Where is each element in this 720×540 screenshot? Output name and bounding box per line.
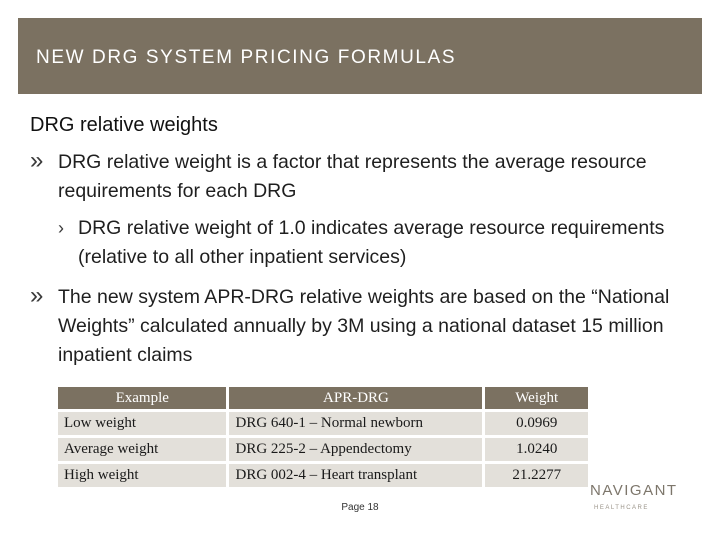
column-header-weight: Weight — [485, 387, 588, 409]
bullet-text: DRG relative weight is a factor that represents the average resource requirements for each DRG — [58, 151, 647, 202]
section-heading: DRG relative weights — [30, 114, 218, 136]
column-header-example: Example — [58, 387, 229, 409]
cell-weight: 0.0969 — [485, 412, 588, 435]
title-banner — [18, 18, 702, 94]
cell-apr-drg: DRG 002-4 – Heart transplant — [229, 464, 485, 487]
column-header-apr-drg: APR-DRG — [229, 387, 485, 409]
drg-weights-table — [58, 384, 588, 490]
cell-example: Low weight — [58, 412, 229, 435]
bullet-text: The new system APR-DRG relative weights are based on the “National Weights” calculated annually by 3M using a national dataset 15 million inpatient claims — [58, 286, 670, 366]
cell-weight: 1.0240 — [485, 438, 588, 461]
cell-example: High weight — [58, 464, 229, 487]
sub-bullet-text: DRG relative weight of 1.0 indicates average resource requirements (relative to all other inpatient services) — [78, 217, 665, 268]
cell-weight: 21.2277 — [485, 464, 588, 487]
table-row — [58, 438, 588, 461]
bullet-marker: » — [30, 282, 44, 309]
table-header-row — [58, 387, 588, 409]
slide-title: NEW DRG SYSTEM PRICING FORMULAS — [36, 47, 457, 68]
cell-apr-drg: DRG 640-1 – Normal newborn — [229, 412, 485, 435]
sub-bullet-marker: › — [58, 218, 64, 238]
table-row — [58, 412, 588, 435]
navigant-logo — [590, 482, 690, 516]
bullet-marker: » — [30, 147, 44, 174]
logo-tagline: HEALTHCARE — [594, 505, 649, 511]
page-number: Page 18 — [341, 502, 379, 513]
cell-apr-drg: DRG 225-2 – Appendectomy — [229, 438, 485, 461]
cell-example: Average weight — [58, 438, 229, 461]
logo-wordmark: NAVIGANT — [590, 482, 678, 499]
table-row — [58, 464, 588, 487]
